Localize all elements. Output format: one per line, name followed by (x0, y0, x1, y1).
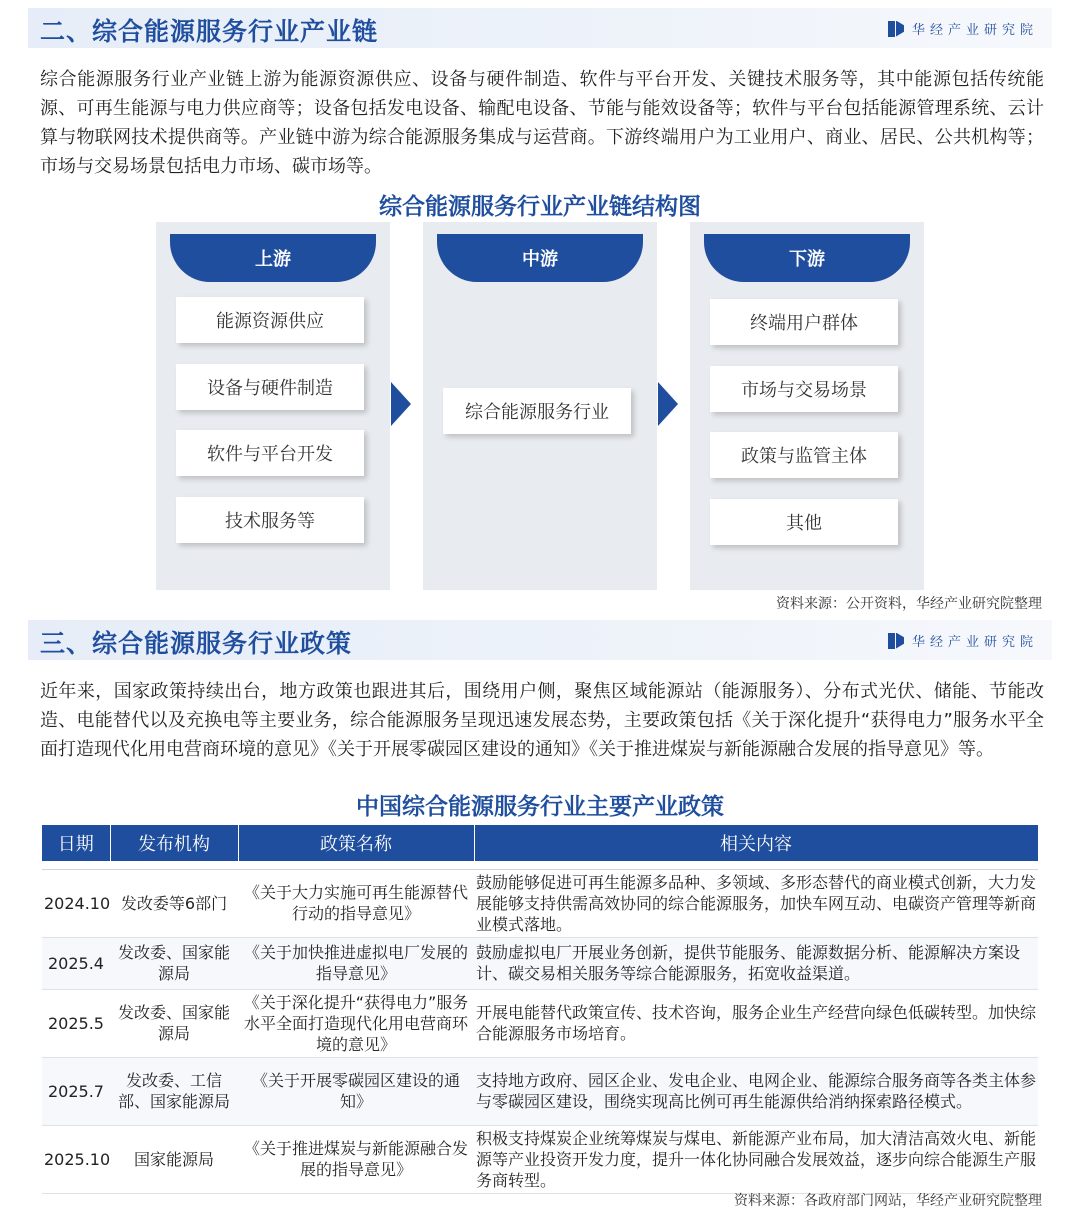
table-header-row (42, 825, 1038, 861)
cell-content: 支持地方政府、园区企业、发电企业、电网企业、能源综合服务商等各类主体参与零碳园区建设，围绕实现高比例可再生能源供给消纳探索路径模式。 (474, 1057, 1038, 1125)
upstream-item: 软件与平台开发 (176, 430, 364, 476)
cell-date: 2025.4 (42, 937, 110, 989)
figure-title: 综合能源服务行业产业链结构图 (379, 194, 701, 220)
upstream-item: 能源资源供应 (176, 297, 364, 343)
section-title: 三、综合能源服务行业政策 (40, 629, 353, 658)
table-source: 资料来源：各政府部门网站，华经产业研究院整理 (734, 1193, 1042, 1209)
cell-org: 发改委、国家能源局 (110, 989, 238, 1057)
industry-chain-paragraph: 综合能源服务行业产业链上游为能源资源供应、设备与硬件制造、软件与平台开发、关键技术服务等，其中能源包括传统能源、可再生能源与电力供应商等；设备包括发电设备、输配电设备、节能与能效设备等；软件与平台包括能源管理系统、云计算与物联网技术提供商等。产业链中游为综合能源服务集成与运营商。下游终端用户为工业用户、商业、居民、公共机构等；市场与交易场景包括电力市场、碳市场等。 (40, 69, 1044, 177)
cell-policy-name: 《关于加快推进虚拟电厂发展的指导意见》 (238, 937, 474, 989)
table-row (42, 1125, 1038, 1193)
section-header-industry-chain (28, 8, 1052, 48)
downstream-item: 市场与交易场景 (710, 366, 898, 412)
brand-name: 华经产业研究院 (911, 635, 1038, 650)
downstream-item: 其他 (710, 499, 898, 545)
midstream-header: 中游 (437, 234, 643, 282)
downstream-column (690, 222, 924, 590)
table-row (42, 937, 1038, 989)
upstream-column (156, 222, 390, 590)
table-row (42, 869, 1038, 937)
upstream-item: 技术服务等 (176, 497, 364, 543)
cell-date: 2025.10 (42, 1125, 110, 1193)
cell-content: 鼓励能够促进可再生能源多品种、多领域、多形态替代的商业模式创新，大力发展能够支持供需高效协同的综合能源服务，加快车网互动、电碳资产管理等新商业模式落地。 (474, 869, 1038, 937)
cell-policy-name: 《关于开展零碳园区建设的通知》 (238, 1057, 474, 1125)
header-content: 相关内容 (474, 825, 1038, 861)
cell-org: 发改委等6部门 (110, 869, 238, 937)
brand (888, 631, 1038, 650)
cell-date: 2024.10 (42, 869, 110, 937)
policy-paragraph: 近年来，国家政策持续出台，地方政策也跟进其后，围绕用户侧，聚焦区域能源站（能源服务）、分布式光伏、储能、节能改造、电能替代以及充换电等主要业务，综合能源服务呈现迅速发展态势，主要政策包括《关于深化提升“获得电力”服务水平全面打造现代化用电营商环境的意见》《关于开展零碳园区建设的通知》《关于推进煤炭与新能源融合发展的指导意见》等。 (40, 681, 1044, 760)
cell-content: 积极支持煤炭企业统筹煤炭与煤电、新能源产业布局，加大清洁高效火电、新能源等产业投资开发力度，提升一体化协同融合发展效益，逐步向综合能源生产服务商转型。 (474, 1125, 1038, 1193)
upstream-item: 设备与硬件制造 (176, 364, 364, 410)
downstream-item: 终端用户群体 (710, 299, 898, 345)
policy-table (42, 825, 1039, 1194)
midstream-item: 综合能源服务行业 (443, 388, 631, 434)
cell-policy-name: 《关于推进煤炭与新能源融合发展的指导意见》 (238, 1125, 474, 1193)
brand-logo-icon (888, 633, 904, 649)
cell-policy-name: 《关于大力实施可再生能源替代行动的指导意见》 (238, 869, 474, 937)
brand (888, 19, 1038, 38)
downstream-header: 下游 (704, 234, 910, 282)
arrow-right-icon (391, 382, 411, 426)
brand-name: 华经产业研究院 (911, 23, 1038, 38)
header-policy-name: 政策名称 (238, 825, 474, 861)
figure-source: 资料来源：公开资料，华经产业研究院整理 (776, 596, 1042, 612)
table-row (42, 1057, 1038, 1125)
table-row (42, 989, 1038, 1057)
arrow-right-icon (658, 382, 678, 426)
section-header-policy (28, 620, 1052, 660)
cell-policy-name: 《关于深化提升“获得电力”服务水平全面打造现代化用电营商环境的意见》 (238, 989, 474, 1057)
cell-date: 2025.7 (42, 1057, 110, 1125)
cell-org: 国家能源局 (110, 1125, 238, 1193)
cell-content: 鼓励虚拟电厂开展业务创新，提供节能服务、能源数据分析、能源解决方案设计、碳交易相关服务等综合能源服务，拓宽收益渠道。 (474, 937, 1038, 989)
cell-org: 发改委、国家能源局 (110, 937, 238, 989)
downstream-item: 政策与监管主体 (710, 432, 898, 478)
header-date: 日期 (42, 825, 110, 861)
brand-logo-icon (888, 21, 904, 37)
upstream-header: 上游 (170, 234, 376, 282)
cell-org: 发改委、工信部、国家能源局 (110, 1057, 238, 1125)
midstream-column (423, 222, 657, 590)
cell-date: 2025.5 (42, 989, 110, 1057)
header-org: 发布机构 (110, 825, 238, 861)
table-title: 中国综合能源服务行业主要产业政策 (356, 794, 724, 820)
cell-content: 开展电能替代政策宣传、技术咨询，服务企业生产经营向绿色低碳转型。加快综合能源服务市场培育。 (474, 989, 1038, 1057)
section-title: 二、综合能源服务行业产业链 (40, 17, 379, 46)
